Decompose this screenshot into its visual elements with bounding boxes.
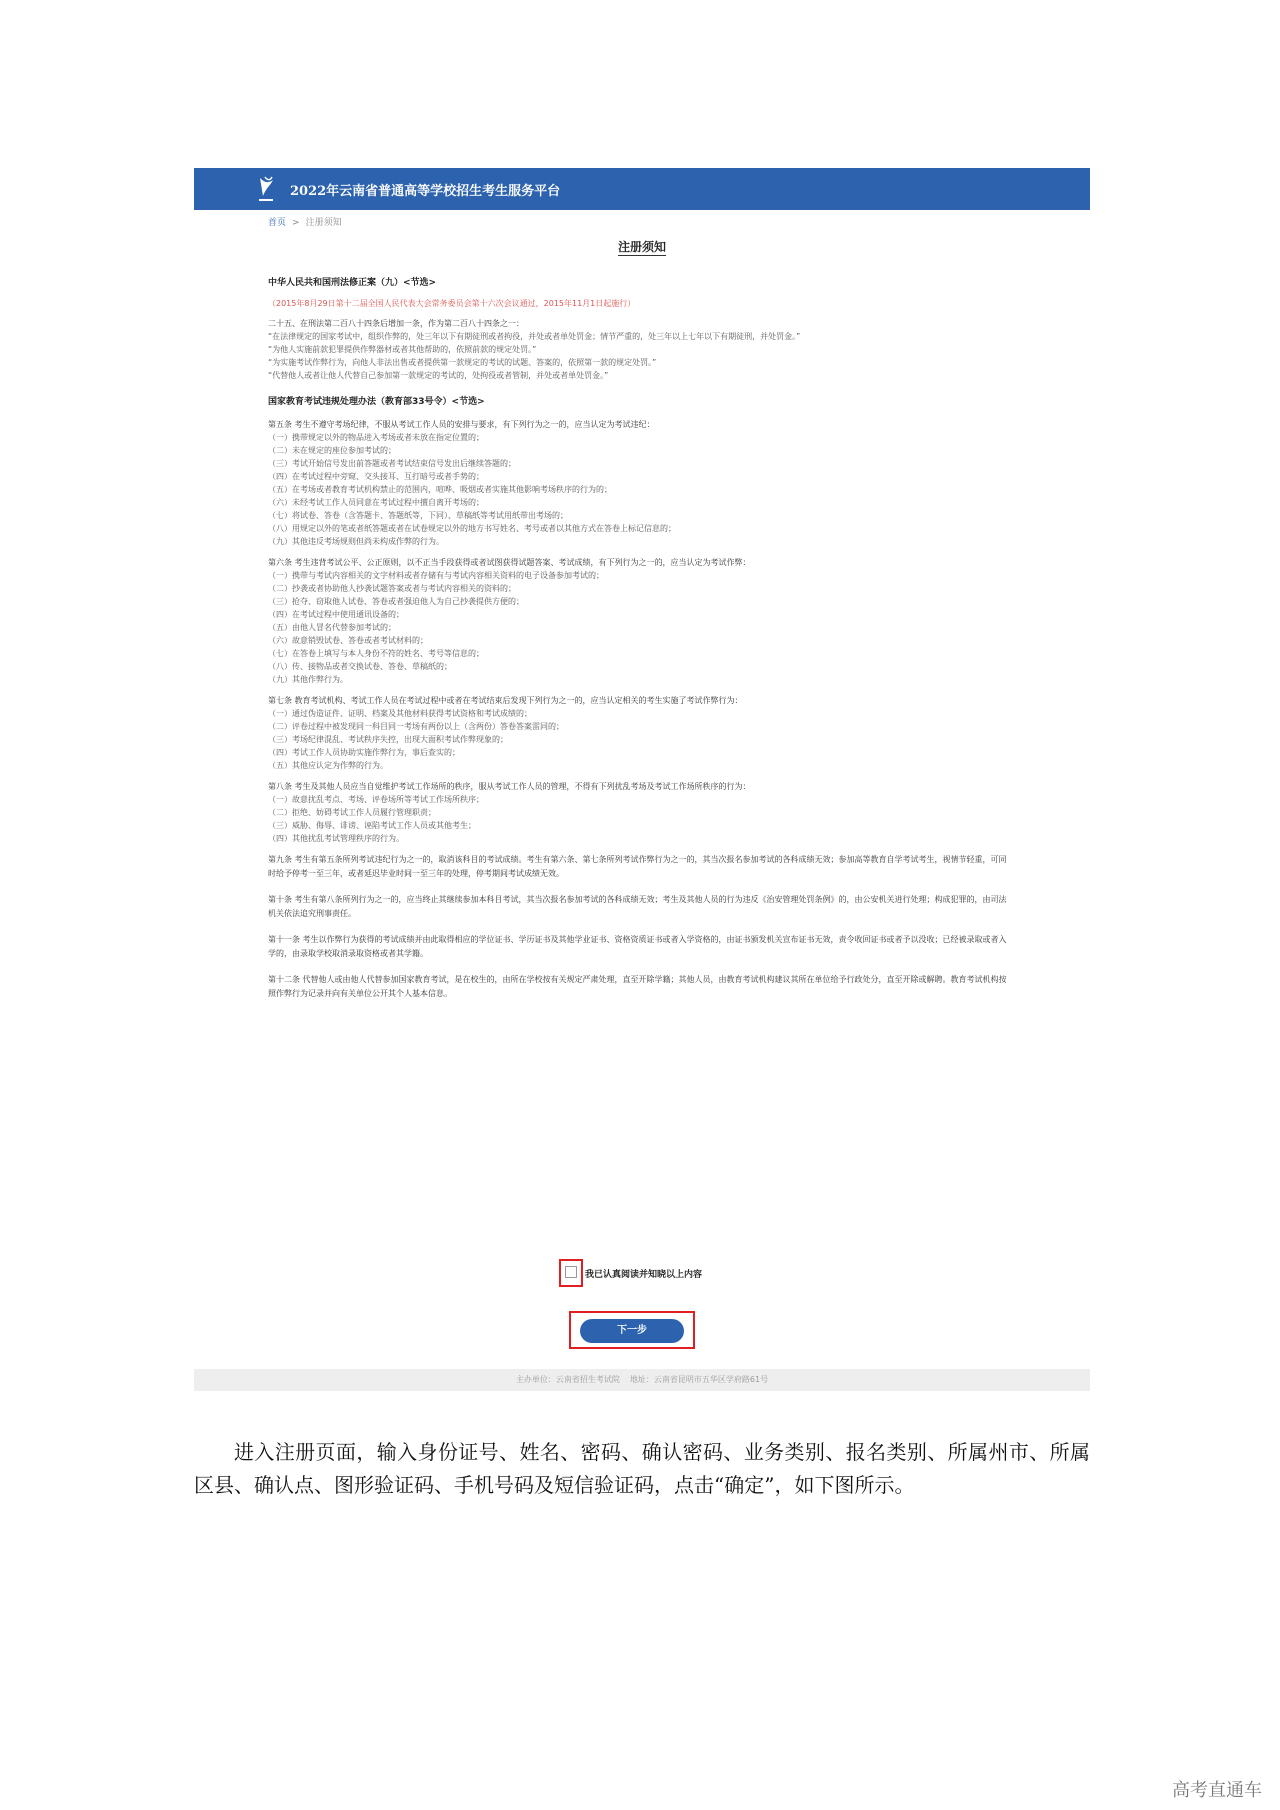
article-item: （三）考试开始信号发出前答题或者考试结束信号发出后继续答题的；: [268, 459, 516, 468]
section-title: 国家教育考试违规处理办法（教育部33号令）<节选>: [268, 397, 485, 407]
breadcrumb-current: 注册须知: [305, 218, 342, 228]
notice-content: [268, 276, 1014, 1001]
text-line: “代替他人或者让他人代替自己参加第一款规定的考试的，处拘役或者管制，并处或者单处罚金。”: [268, 371, 609, 380]
article-item: （九）其他作弊行为。: [268, 675, 348, 684]
site-logo-icon: [256, 174, 276, 204]
article-paragraph: 第十条 考生有第八条所列行为之一的，应当终止其继续参加本科目考试，其当次报名参加考试的各科成绩无效；考生及其他人员的行为违反《治安管理处罚条例》的，由公安机关进行处理；构成犯罪的，由司法机关依法追究刑事责任。: [268, 895, 1007, 918]
registration-notice-screenshot: [194, 168, 1090, 1420]
text-line: “为实施考试作弊行为，向他人非法出售或者提供第一款规定的考试的试题、答案的，依照第一款的规定处罚。”: [268, 358, 657, 367]
article-paragraph: 第九条 考生有第五条所列考试违纪行为之一的，取消该科目的考试成绩。考生有第六条、第七条所列考试作弊行为之一的，其当次报名参加考试的各科成绩无效；参加高等教育自学考试考生，视情节轻重，可同时给予停考一至三年，或者延迟毕业时间一至三年的处理，停考期间考试成绩无效。: [268, 855, 1007, 878]
article-item: （五）在考场或者教育考试机构禁止的范围内，喧哗、吸烟或者实施其他影响考场秩序的行为的；: [268, 485, 612, 494]
article-item: （四）考试工作人员协助实施作弊行为，事后查实的；: [268, 748, 460, 757]
site-header: [194, 168, 1090, 210]
article-item: （七）将试卷、答卷（含答题卡、答题纸等，下同）、草稿纸等考试用纸带出考场的；: [268, 511, 568, 520]
article-item: （一）携带规定以外的物品进入考场或者未放在指定位置的；: [268, 433, 484, 442]
article-item: （四）在考试过程中旁窥、交头接耳、互打暗号或者手势的；: [268, 472, 484, 481]
instruction-text: 进入注册页面，输入身份证号、姓名、密码、确认密码、业务类别、报名类别、所属州市、所属区县、确认点、图形验证码、手机号码及短信验证码，点击“确定”，如下图所示。: [194, 1440, 1090, 1497]
article-head: 第七条 教育考试机构、考试工作人员在考试过程中或者在考试结束后发现下列行为之一的，应当认定相关的考生实施了考试作弊行为：: [268, 696, 743, 705]
site-title: 2022年云南省普通高等学校招生考生服务平台: [290, 184, 561, 199]
article-item: （八）传、接物品或者交换试卷、答卷、草稿纸的；: [268, 662, 452, 671]
article-item: （一）携带与考试内容相关的文字材料或者存储有与考试内容相关资料的电子设备参加考试的；: [268, 571, 604, 580]
article-item: （三）考场纪律混乱、考试秩序失控，出现大面积考试作弊现象的；: [268, 735, 508, 744]
footer-address: 地址：云南省昆明市五华区学府路61号: [629, 1375, 769, 1384]
footer-organizer: 主办单位：云南省招生考试院: [515, 1375, 620, 1384]
breadcrumb: [268, 215, 342, 228]
article-item: （九）其他违反考场规则但尚未构成作弊的行为。: [268, 537, 444, 546]
instruction-paragraph: [194, 1436, 1090, 1502]
article-head: 第六条 考生违背考试公平、公正原则，以不正当手段获得或者试图获得试题答案、考试成绩，有下列行为之一的，应当认定为考试作弊：: [268, 558, 751, 567]
article-item: （三）威胁、侮辱、诽谤、诬陷考试工作人员或其他考生；: [268, 821, 476, 830]
article-item: （二）未在规定的座位参加考试的；: [268, 446, 396, 455]
article-item: （七）在答卷上填写与本人身份不符的姓名、考号等信息的；: [268, 649, 484, 658]
article-item: （八）用规定以外的笔或者纸答题或者在试卷规定以外的地方书写姓名、考号或者以其他方式在答卷上标记信息的；: [268, 524, 676, 533]
watermark: 高考直通车: [1172, 1780, 1262, 1801]
site-footer: [194, 1369, 1090, 1391]
article-item: （五）由他人冒名代替参加考试的；: [268, 623, 396, 632]
agree-checkbox[interactable]: [565, 1266, 577, 1278]
article-item: （四）在考试过程中使用通讯设备的；: [268, 610, 404, 619]
article-item: （五）其他应认定为作弊的行为。: [268, 761, 388, 770]
article-item: （三）抢夺、窃取他人试卷、答卷或者强迫他人为自己抄袭提供方便的；: [268, 597, 524, 606]
text-line: 二十五、在刑法第二百八十四条后增加一条，作为第二百八十四条之一：: [268, 319, 524, 328]
section-title: 中华人民共和国刑法修正案（九）<节选>: [268, 278, 437, 288]
article-head: 第五条 考生不遵守考场纪律，不服从考试工作人员的安排与要求，有下列行为之一的，应当认定为考试违纪：: [268, 420, 655, 429]
article-item: （二）抄袭或者协助他人抄袭试题答案或者与考试内容相关的资料的；: [268, 584, 516, 593]
article-item: （二）评卷过程中被发现同一科目同一考场有两份以上（含两份）答卷答案雷同的；: [268, 722, 564, 731]
article-item: （一）通过伪造证件、证明、档案及其他材料获得考试资格和考试成绩的；: [268, 709, 532, 718]
article-head: 第八条 考生及其他人员应当自觉维护考试工作场所的秩序，服从考试工作人员的管理，不得有下列扰乱考场及考试工作场所秩序的行为：: [268, 782, 751, 791]
article-item: （六）未经考试工作人员同意在考试过程中擅自离开考场的；: [268, 498, 484, 507]
text-line: “在法律规定的国家考试中，组织作弊的，处三年以下有期徒刑或者拘役，并处或者单处罚金；情节严重的，处三年以上七年以下有期徒刑，并处罚金。”: [268, 332, 801, 341]
article-item: （二）拒绝、妨碍考试工作人员履行管理职责；: [268, 808, 436, 817]
breadcrumb-separator: >: [292, 218, 300, 228]
agree-label[interactable]: 我已认真阅读并知晓以上内容: [585, 1270, 703, 1280]
text-line: “为他人实施前款犯罪提供作弊器材或者其他帮助的，依照前款的规定处罚。”: [268, 345, 537, 354]
article-item: （一）故意扰乱考点、考场、评卷场所等考试工作场所秩序；: [268, 795, 484, 804]
page-title: [194, 238, 1090, 255]
page-title-text: 注册须知: [617, 240, 666, 254]
article-item: （六）故意销毁试卷、答卷或者考试材料的；: [268, 636, 428, 645]
breadcrumb-home-link[interactable]: 首页: [268, 218, 287, 228]
next-button[interactable]: 下一步: [580, 1319, 684, 1343]
article-paragraph: 第十一条 考生以作弊行为获得的考试成绩并由此取得相应的学位证书、学历证书及其他学业证书、资格资质证书或者入学资格的，由证书颁发机关宣布证书无效，责令收回证书或者予以没收；已经被录取或者入学的，由录取学校取消录取资格或者其学籍。: [268, 935, 1007, 958]
section-note: （2015年8月29日第十二届全国人民代表大会常务委员会第十六次会议通过，2015年11月1日起施行）: [268, 299, 636, 308]
article-paragraph: 第十二条 代替他人或由他人代替参加国家教育考试，是在校生的，由所在学校按有关规定严肃处理，直至开除学籍；其他人员，由教育考试机构建议其所在单位给予行政处分，直至开除或解聘。教育考试机构按照作弊行为记录并向有关单位公开其个人基本信息。: [268, 975, 1007, 998]
article-item: （四）其他扰乱考试管理秩序的行为。: [268, 834, 404, 843]
